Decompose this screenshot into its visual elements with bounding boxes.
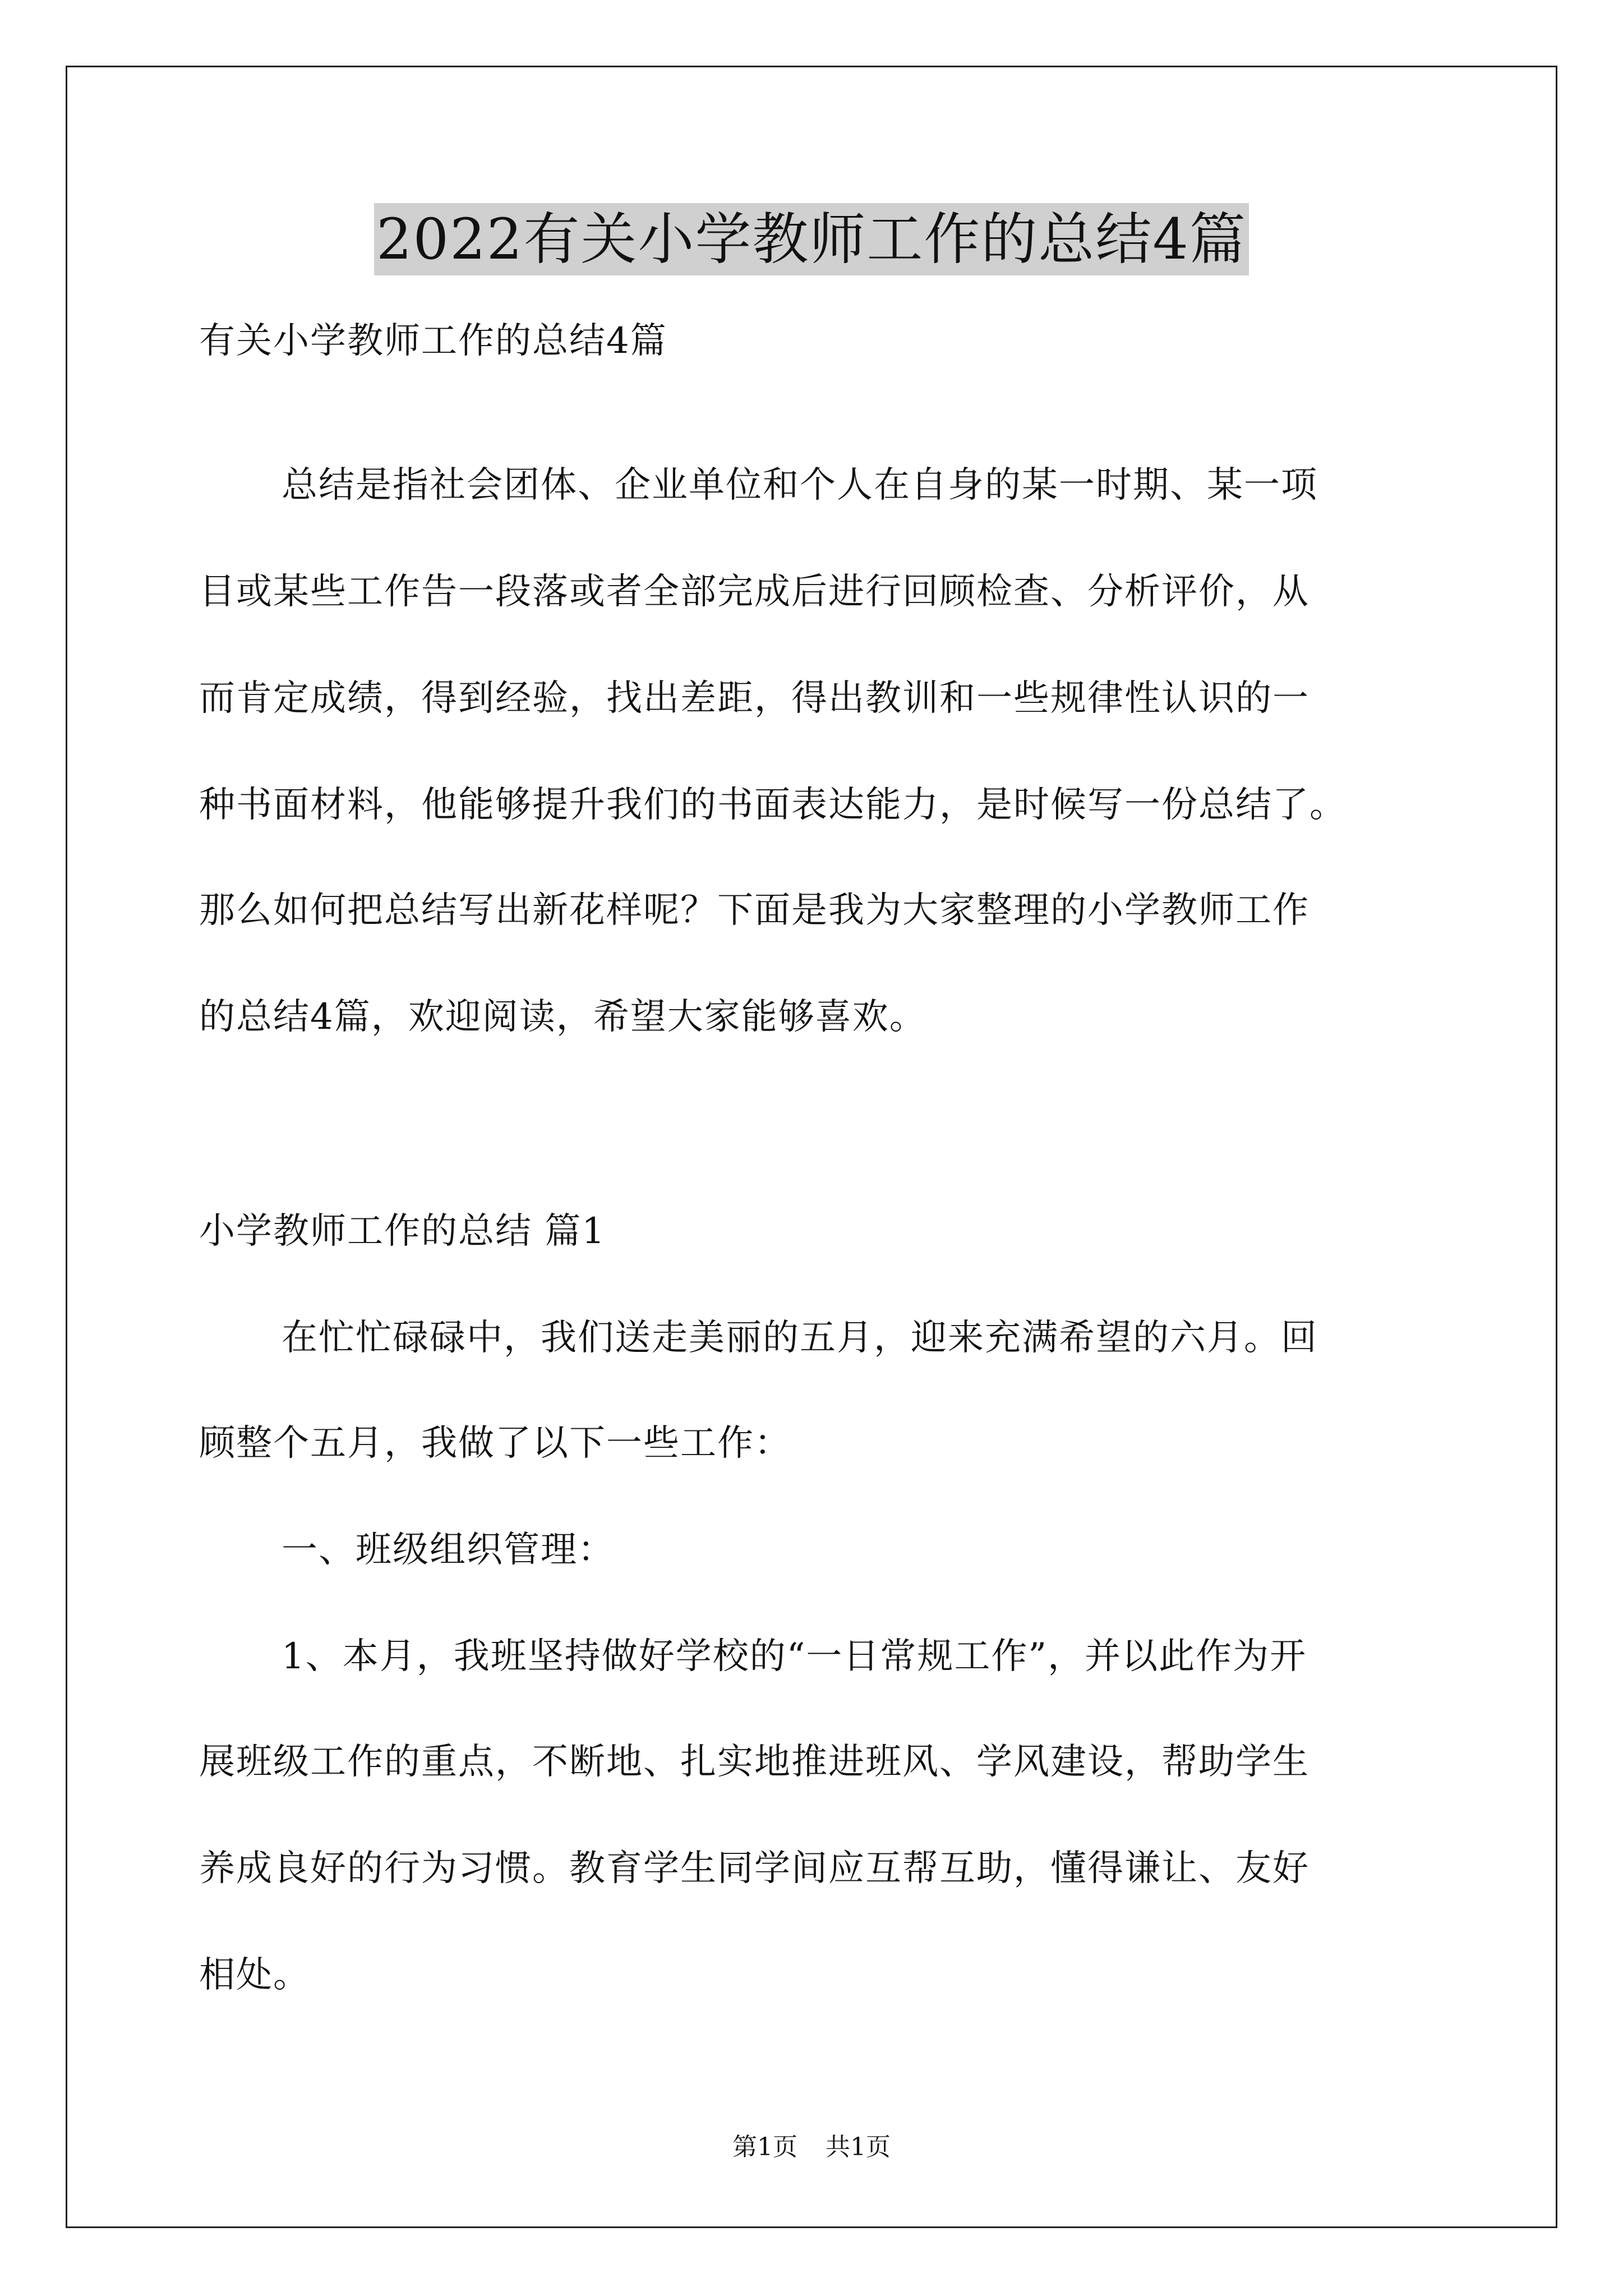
intro-line: 目或某些工作告一段落或者全部完成后进行回顾检查、分析评价，从 xyxy=(199,571,1310,613)
intro-line: 那么如何把总结写出新花样呢？下面是我为大家整理的小学教师工作 xyxy=(199,890,1310,931)
document-title-text: 2022有关小学教师工作的总结4篇 xyxy=(374,203,1249,275)
paragraph-line: 相处。 xyxy=(199,1954,310,1996)
intro-line: 总结是指社会团体、企业单位和个人在自身的某一时期、某一项 xyxy=(282,464,1318,506)
paragraph-line: 在忙忙碌碌中，我们送走美丽的五月，迎来充满希望的六月。回 xyxy=(282,1317,1318,1359)
page-number: 第1页 xyxy=(732,2133,797,2161)
intro-line: 而肯定成绩，得到经验，找出差距，得出教训和一些规律性认识的一 xyxy=(199,678,1310,719)
paragraph-line: 展班级工作的重点，不断地、扎实地推进班风、学风建设，帮助学生 xyxy=(199,1741,1310,1783)
page-border xyxy=(66,66,1557,2228)
paragraph-line: 养成良好的行为习惯。教育学生同学间应互帮互助，懂得谦让、友好 xyxy=(199,1848,1310,1889)
document-subtitle: 有关小学教师工作的总结4篇 xyxy=(199,320,667,362)
document-title xyxy=(0,203,1623,276)
paragraph-line: 一、班级组织管理： xyxy=(282,1529,615,1571)
section-heading: 小学教师工作的总结 篇1 xyxy=(199,1211,606,1252)
page-footer xyxy=(0,2131,1623,2164)
paragraph-line: 1、本月，我班坚持做好学校的“一日常规工作”，并以此作为开 xyxy=(282,1636,1307,1677)
intro-line: 的总结4篇，欢迎阅读，希望大家能够喜欢。 xyxy=(199,996,926,1038)
intro-line: 种书面材料，他能够提升我们的书面表达能力，是时候写一份总结了。 xyxy=(199,784,1347,826)
page-total: 共1页 xyxy=(826,2133,891,2161)
paragraph-line: 顾整个五月，我做了以下一些工作： xyxy=(199,1423,791,1464)
